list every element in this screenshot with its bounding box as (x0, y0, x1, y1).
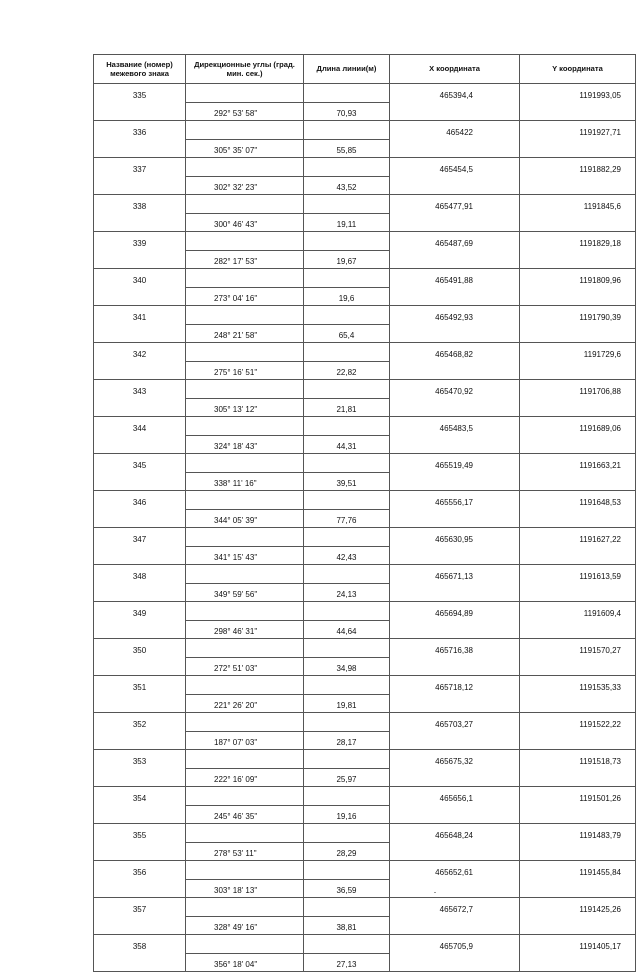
table-body (94, 84, 636, 972)
empty-cell (186, 306, 304, 325)
y-coordinate: 1191829,18 (520, 232, 636, 251)
empty-cell (186, 676, 304, 695)
marker-number: 344 (94, 417, 186, 436)
segment-row (94, 546, 636, 565)
header-y-coordinate: Y координата (520, 55, 636, 84)
empty-cell (520, 731, 636, 750)
line-length: 19,67 (304, 250, 390, 269)
marker-row (94, 232, 636, 251)
marker-row (94, 750, 636, 769)
empty-cell (186, 491, 304, 510)
empty-cell (520, 176, 636, 195)
x-coordinate: 465492,93 (390, 306, 520, 325)
empty-cell (390, 879, 520, 898)
y-coordinate: 1191706,88 (520, 380, 636, 399)
empty-cell (304, 343, 390, 362)
marker-row (94, 306, 636, 325)
empty-cell (186, 269, 304, 288)
marker-number: 342 (94, 343, 186, 362)
empty-cell (304, 898, 390, 917)
empty-cell (390, 250, 520, 269)
header-row (94, 55, 636, 84)
empty-cell (520, 694, 636, 713)
y-coordinate: 1191570,27 (520, 639, 636, 658)
x-coordinate: 465394,4 (390, 84, 520, 103)
empty-cell (304, 565, 390, 584)
empty-cell (390, 546, 520, 565)
segment-row (94, 842, 636, 861)
segment-row (94, 398, 636, 417)
segment-row (94, 805, 636, 824)
empty-cell (390, 768, 520, 787)
marker-row (94, 158, 636, 177)
x-coordinate: 465672,7 (390, 898, 520, 917)
empty-cell (94, 250, 186, 269)
empty-cell (94, 879, 186, 898)
empty-cell (304, 602, 390, 621)
line-length: 28,29 (304, 842, 390, 861)
marker-number: 358 (94, 935, 186, 954)
empty-cell (94, 583, 186, 602)
x-coordinate: 465519,49 (390, 454, 520, 473)
x-coordinate: 465671,13 (390, 565, 520, 584)
empty-cell (390, 583, 520, 602)
line-length: 28,17 (304, 731, 390, 750)
empty-cell (520, 213, 636, 232)
segment-row (94, 879, 636, 898)
empty-cell (94, 731, 186, 750)
directional-angle: 273° 04' 16" (186, 287, 304, 306)
marker-row (94, 787, 636, 806)
line-length: 19,6 (304, 287, 390, 306)
directional-angle: 221° 26' 20" (186, 694, 304, 713)
empty-cell (94, 509, 186, 528)
marker-row (94, 935, 636, 954)
directional-angle: 222° 16' 09" (186, 768, 304, 787)
empty-cell (94, 694, 186, 713)
marker-row (94, 269, 636, 288)
empty-cell (94, 213, 186, 232)
segment-row (94, 657, 636, 676)
empty-cell (304, 269, 390, 288)
directional-angle: 349° 59' 56" (186, 583, 304, 602)
empty-cell (94, 546, 186, 565)
empty-cell (304, 306, 390, 325)
empty-cell (94, 324, 186, 343)
marker-number: 354 (94, 787, 186, 806)
empty-cell (390, 842, 520, 861)
empty-cell (520, 546, 636, 565)
empty-cell (304, 158, 390, 177)
empty-cell (94, 472, 186, 491)
marker-number: 352 (94, 713, 186, 732)
empty-cell (304, 528, 390, 547)
empty-cell (186, 750, 304, 769)
line-length: 34,98 (304, 657, 390, 676)
boundary-coordinates-table (93, 54, 636, 972)
directional-angle: 278° 53' 11" (186, 842, 304, 861)
empty-cell (304, 676, 390, 695)
x-coordinate: 465556,17 (390, 491, 520, 510)
table-header (94, 55, 636, 84)
x-coordinate: 465648,24 (390, 824, 520, 843)
empty-cell (520, 139, 636, 158)
x-coordinate: 465422 (390, 121, 520, 140)
header-marker-number: Название (номер) межевого знака (94, 55, 186, 84)
empty-cell (520, 435, 636, 454)
y-coordinate: 1191613,59 (520, 565, 636, 584)
empty-cell (390, 805, 520, 824)
empty-cell (390, 435, 520, 454)
empty-cell (390, 398, 520, 417)
directional-angle: 303° 18' 13" (186, 879, 304, 898)
segment-row (94, 731, 636, 750)
y-coordinate: 1191483,79 (520, 824, 636, 843)
empty-cell (390, 657, 520, 676)
x-coordinate: 465718,12 (390, 676, 520, 695)
line-length: 77,76 (304, 509, 390, 528)
directional-angle: 356° 18' 04" (186, 953, 304, 972)
empty-cell (94, 398, 186, 417)
marker-row (94, 565, 636, 584)
segment-row (94, 509, 636, 528)
marker-row (94, 491, 636, 510)
segment-row (94, 361, 636, 380)
marker-number: 338 (94, 195, 186, 214)
y-coordinate: 1191809,96 (520, 269, 636, 288)
empty-cell (304, 824, 390, 843)
empty-cell (186, 713, 304, 732)
line-length: 38,81 (304, 916, 390, 935)
segment-row (94, 324, 636, 343)
directional-angle: 341° 15' 43" (186, 546, 304, 565)
marker-number: 336 (94, 121, 186, 140)
directional-angle: 298° 46' 31" (186, 620, 304, 639)
empty-cell (520, 953, 636, 972)
empty-cell (186, 565, 304, 584)
empty-cell (186, 454, 304, 473)
empty-cell (304, 861, 390, 880)
y-coordinate: 1191927,71 (520, 121, 636, 140)
empty-cell (390, 509, 520, 528)
segment-row (94, 176, 636, 195)
directional-angle: 302° 32' 23" (186, 176, 304, 195)
y-coordinate: 1191729,6 (520, 343, 636, 362)
y-coordinate: 1191535,33 (520, 676, 636, 695)
empty-cell (94, 953, 186, 972)
empty-cell (520, 472, 636, 491)
marker-row (94, 898, 636, 917)
marker-row (94, 676, 636, 695)
x-coordinate: 465652,61 (390, 861, 520, 880)
x-coordinate: 465656,1 (390, 787, 520, 806)
y-coordinate: 1191405,17 (520, 935, 636, 954)
y-coordinate: 1191648,53 (520, 491, 636, 510)
y-coordinate: 1191845,6 (520, 195, 636, 214)
empty-cell (520, 287, 636, 306)
y-coordinate: 1191882,29 (520, 158, 636, 177)
x-coordinate: 465703,27 (390, 713, 520, 732)
empty-cell (94, 916, 186, 935)
line-length: 55,85 (304, 139, 390, 158)
empty-cell (94, 768, 186, 787)
empty-cell (186, 787, 304, 806)
empty-cell (390, 953, 520, 972)
x-coordinate: 465630,95 (390, 528, 520, 547)
marker-row (94, 121, 636, 140)
directional-angle: 272° 51' 03" (186, 657, 304, 676)
empty-cell (390, 324, 520, 343)
y-coordinate: 1191663,21 (520, 454, 636, 473)
empty-cell (186, 343, 304, 362)
empty-cell (520, 768, 636, 787)
empty-cell (520, 102, 636, 121)
directional-angle: 328° 49' 16" (186, 916, 304, 935)
directional-angle: 300° 46' 43" (186, 213, 304, 232)
line-length: 27,13 (304, 953, 390, 972)
y-coordinate: 1191627,22 (520, 528, 636, 547)
marker-number: 335 (94, 84, 186, 103)
marker-row (94, 380, 636, 399)
y-coordinate: 1191689,06 (520, 417, 636, 436)
line-length: 43,52 (304, 176, 390, 195)
marker-row (94, 528, 636, 547)
segment-row (94, 250, 636, 269)
empty-cell (520, 620, 636, 639)
segment-row (94, 102, 636, 121)
directional-angle: 275° 16' 51" (186, 361, 304, 380)
line-length: 44,31 (304, 435, 390, 454)
marker-number: 339 (94, 232, 186, 251)
y-coordinate: 1191993,05 (520, 84, 636, 103)
marker-number: 343 (94, 380, 186, 399)
empty-cell (390, 361, 520, 380)
empty-cell (94, 620, 186, 639)
empty-cell (390, 139, 520, 158)
marker-row (94, 195, 636, 214)
empty-cell (520, 361, 636, 380)
x-coordinate: 465470,92 (390, 380, 520, 399)
empty-cell (390, 620, 520, 639)
segment-row (94, 287, 636, 306)
empty-cell (94, 842, 186, 861)
empty-cell (94, 139, 186, 158)
marker-number: 341 (94, 306, 186, 325)
empty-cell (390, 213, 520, 232)
empty-cell (304, 380, 390, 399)
empty-cell (304, 121, 390, 140)
empty-cell (390, 694, 520, 713)
empty-cell (186, 898, 304, 917)
empty-cell (186, 417, 304, 436)
segment-row (94, 916, 636, 935)
x-coordinate: 465477,91 (390, 195, 520, 214)
empty-cell (304, 491, 390, 510)
empty-cell (304, 787, 390, 806)
marker-number: 345 (94, 454, 186, 473)
header-x-coordinate: X координата (390, 55, 520, 84)
empty-cell (94, 435, 186, 454)
directional-angle: 338° 11' 16" (186, 472, 304, 491)
x-coordinate: 465468,82 (390, 343, 520, 362)
empty-cell (520, 805, 636, 824)
y-coordinate: 1191501,26 (520, 787, 636, 806)
directional-angle: 292° 53' 58" (186, 102, 304, 121)
line-length: 24,13 (304, 583, 390, 602)
empty-cell (304, 713, 390, 732)
x-coordinate: 465675,32 (390, 750, 520, 769)
empty-cell (390, 472, 520, 491)
marker-row (94, 84, 636, 103)
empty-cell (304, 639, 390, 658)
line-length: 70,93 (304, 102, 390, 121)
marker-number: 349 (94, 602, 186, 621)
marker-row (94, 417, 636, 436)
marker-number: 357 (94, 898, 186, 917)
empty-cell (186, 158, 304, 177)
empty-cell (520, 879, 636, 898)
empty-cell (186, 121, 304, 140)
marker-row (94, 602, 636, 621)
x-coordinate: 465716,38 (390, 639, 520, 658)
empty-cell (520, 842, 636, 861)
line-length: 22,82 (304, 361, 390, 380)
segment-row (94, 620, 636, 639)
empty-cell (520, 324, 636, 343)
segment-row (94, 768, 636, 787)
segment-row (94, 694, 636, 713)
line-length: 36,59 (304, 879, 390, 898)
line-length: 19,16 (304, 805, 390, 824)
header-line-length: Длина линии(м) (304, 55, 390, 84)
empty-cell (186, 639, 304, 658)
empty-cell (186, 528, 304, 547)
empty-cell (94, 287, 186, 306)
marker-number: 356 (94, 861, 186, 880)
x-coordinate: 465454,5 (390, 158, 520, 177)
marker-number: 346 (94, 491, 186, 510)
line-length: 65,4 (304, 324, 390, 343)
directional-angle: 344° 05' 39" (186, 509, 304, 528)
empty-cell (94, 102, 186, 121)
directional-angle: 305° 35' 07" (186, 139, 304, 158)
empty-cell (304, 417, 390, 436)
empty-cell (390, 916, 520, 935)
marker-row (94, 713, 636, 732)
empty-cell (186, 935, 304, 954)
empty-cell (520, 250, 636, 269)
empty-cell (186, 195, 304, 214)
y-coordinate: 1191522,22 (520, 713, 636, 732)
segment-row (94, 213, 636, 232)
empty-cell (94, 361, 186, 380)
y-coordinate: 1191790,39 (520, 306, 636, 325)
empty-cell (94, 805, 186, 824)
empty-cell (390, 102, 520, 121)
empty-cell (304, 750, 390, 769)
empty-cell (520, 916, 636, 935)
x-coordinate: 465705,9 (390, 935, 520, 954)
empty-cell (520, 509, 636, 528)
marker-number: 355 (94, 824, 186, 843)
line-length: 44,64 (304, 620, 390, 639)
marker-row (94, 824, 636, 843)
line-length: 25,97 (304, 768, 390, 787)
x-coordinate: 465483,5 (390, 417, 520, 436)
segment-row (94, 953, 636, 972)
marker-number: 337 (94, 158, 186, 177)
empty-cell (304, 232, 390, 251)
y-coordinate: 1191455,84 (520, 861, 636, 880)
empty-cell (186, 602, 304, 621)
x-coordinate: 465694,89 (390, 602, 520, 621)
y-coordinate: 1191425,26 (520, 898, 636, 917)
segment-row (94, 139, 636, 158)
directional-angle: 187° 07' 03" (186, 731, 304, 750)
marker-number: 340 (94, 269, 186, 288)
directional-angle: 324° 18' 43" (186, 435, 304, 454)
empty-cell (186, 232, 304, 251)
marker-row (94, 639, 636, 658)
empty-cell (186, 84, 304, 103)
empty-cell (94, 176, 186, 195)
scan-speck (434, 892, 436, 893)
line-length: 39,51 (304, 472, 390, 491)
segment-row (94, 583, 636, 602)
empty-cell (390, 176, 520, 195)
empty-cell (304, 195, 390, 214)
header-directional-angle: Дирекционные углы (град. мин. сек.) (186, 55, 304, 84)
line-length: 21,81 (304, 398, 390, 417)
empty-cell (390, 287, 520, 306)
line-length: 42,43 (304, 546, 390, 565)
marker-row (94, 454, 636, 473)
empty-cell (186, 861, 304, 880)
empty-cell (186, 824, 304, 843)
x-coordinate: 465487,69 (390, 232, 520, 251)
marker-number: 347 (94, 528, 186, 547)
marker-number: 353 (94, 750, 186, 769)
directional-angle: 248° 21' 58" (186, 324, 304, 343)
segment-row (94, 472, 636, 491)
marker-number: 351 (94, 676, 186, 695)
marker-row (94, 861, 636, 880)
line-length: 19,11 (304, 213, 390, 232)
directional-angle: 282° 17' 53" (186, 250, 304, 269)
directional-angle: 305° 13' 12" (186, 398, 304, 417)
line-length: 19,81 (304, 694, 390, 713)
segment-row (94, 435, 636, 454)
empty-cell (304, 935, 390, 954)
empty-cell (94, 657, 186, 676)
empty-cell (520, 583, 636, 602)
x-coordinate: 465491,88 (390, 269, 520, 288)
empty-cell (304, 454, 390, 473)
empty-cell (520, 398, 636, 417)
empty-cell (390, 731, 520, 750)
empty-cell (520, 657, 636, 676)
marker-number: 350 (94, 639, 186, 658)
directional-angle: 245° 46' 35" (186, 805, 304, 824)
empty-cell (304, 84, 390, 103)
y-coordinate: 1191609,4 (520, 602, 636, 621)
marker-number: 348 (94, 565, 186, 584)
y-coordinate: 1191518,73 (520, 750, 636, 769)
marker-row (94, 343, 636, 362)
empty-cell (186, 380, 304, 399)
